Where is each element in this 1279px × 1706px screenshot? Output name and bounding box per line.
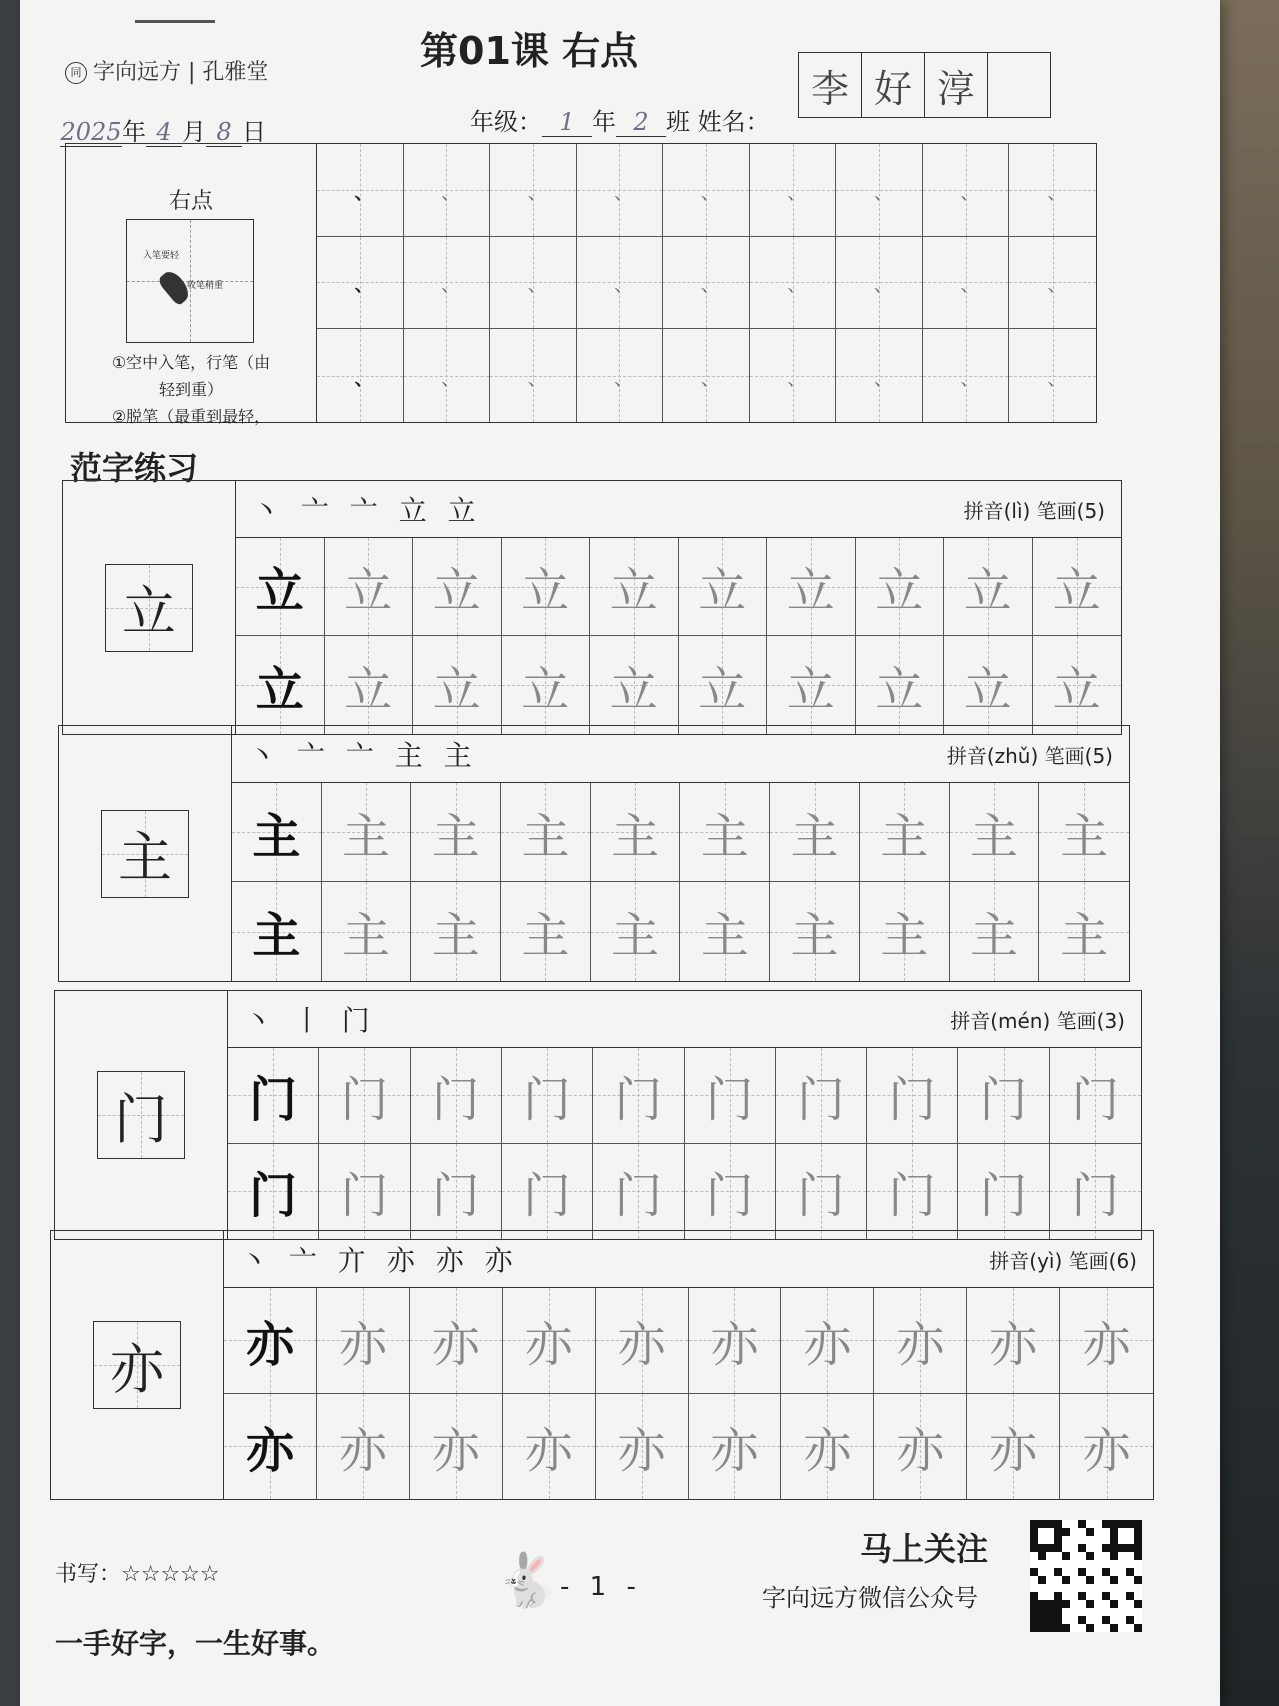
practice-cell: 立 <box>856 538 945 636</box>
character-info <box>224 1231 1153 1288</box>
right-dot-notes: ①空中入笔，行笔（由 轻到重） ②脱笔（最重到最轻， <box>111 353 271 426</box>
practice-cell: 门 <box>228 1144 319 1240</box>
worksheet-page <box>20 0 1220 1706</box>
practice-cell: 亦 <box>874 1288 967 1394</box>
name-char-2: 好 <box>862 53 925 117</box>
practice-cell: 门 <box>593 1144 684 1240</box>
date-line: 2025年 4 月 8 日 <box>60 118 266 146</box>
practice-cell: 主 <box>591 882 681 981</box>
practice-cell: 、 <box>490 237 577 330</box>
practice-cell: 、 <box>923 237 1010 330</box>
practice-cell: 、 <box>836 237 923 330</box>
practice-cell: 门 <box>776 1048 867 1144</box>
practice-cell: 主 <box>501 783 591 882</box>
practice-cell: 门 <box>319 1144 410 1240</box>
follow-subtitle: 字向远方微信公众号 <box>762 1584 978 1612</box>
practice-cell: 、 <box>577 329 664 422</box>
practice-cell: 主 <box>770 783 860 882</box>
practice-cell: 、 <box>923 144 1010 237</box>
practice-cell: 门 <box>593 1048 684 1144</box>
top-rule <box>135 20 215 23</box>
practice-cell: 主 <box>232 783 322 882</box>
practice-cell: 门 <box>411 1048 502 1144</box>
practice-grid <box>232 783 1129 981</box>
pinyin-strokes: 拼音(lì) 笔画(5) <box>963 498 1105 523</box>
practice-cell: 亦 <box>967 1394 1060 1500</box>
character-block <box>58 725 1130 982</box>
grade-value: 1 <box>542 108 592 137</box>
practice-cell: 亦 <box>781 1288 874 1394</box>
practice-cell: 门 <box>685 1144 776 1240</box>
practice-cell: 门 <box>958 1144 1049 1240</box>
date-month: 4 <box>146 118 182 147</box>
practice-cell: 亦 <box>224 1288 317 1394</box>
rabbit-icon: 🐇 <box>495 1551 560 1611</box>
practice-cell: 主 <box>860 783 950 882</box>
practice-cell: 立 <box>856 636 945 734</box>
practice-cell: 亦 <box>503 1288 596 1394</box>
practice-cell: 、 <box>317 237 404 330</box>
date-day: 8 <box>206 118 242 147</box>
practice-cell: 立 <box>236 636 325 734</box>
practice-cell: 主 <box>950 783 1040 882</box>
practice-cell: 门 <box>1050 1048 1141 1144</box>
practice-cell: 立 <box>413 636 502 734</box>
practice-cell: 、 <box>404 237 491 330</box>
practice-cell: 主 <box>860 882 950 981</box>
name-boxes <box>798 52 1051 118</box>
practice-cell: 亦 <box>781 1394 874 1500</box>
section-title: 范字练习 <box>70 449 199 487</box>
practice-cell: 、 <box>750 329 837 422</box>
pinyin-strokes: 拼音(zhǔ) 笔画(5) <box>946 743 1113 768</box>
practice-cell: 、 <box>1009 237 1096 330</box>
writing-rating: 书写：☆☆☆☆☆ <box>55 1562 220 1587</box>
practice-cell: 主 <box>1039 882 1129 981</box>
character-info <box>228 991 1141 1048</box>
brand-logo: 同 字向远方 | 孔雅堂 <box>65 55 268 86</box>
practice-cell: 亦 <box>317 1288 410 1394</box>
practice-cell: 、 <box>836 144 923 237</box>
practice-cell: 亦 <box>596 1394 689 1500</box>
practice-cell: 门 <box>958 1048 1049 1144</box>
character-block <box>50 1230 1154 1500</box>
practice-cell: 、 <box>317 329 404 422</box>
pinyin-strokes: 拼音(mén) 笔画(3) <box>950 1008 1125 1033</box>
practice-cell: 亦 <box>1060 1288 1153 1394</box>
practice-cell: 亦 <box>503 1394 596 1500</box>
practice-cell: 亦 <box>967 1288 1060 1394</box>
name-char-4 <box>988 53 1050 117</box>
date-year: 2025 <box>60 118 122 146</box>
pinyin-strokes: 拼音(yì) 笔画(6) <box>989 1248 1137 1273</box>
practice-grid <box>224 1288 1153 1499</box>
grade-line: 年级： 1 年 2 班 姓名： <box>470 108 770 136</box>
practice-cell: 、 <box>923 329 1010 422</box>
practice-cell: 门 <box>228 1048 319 1144</box>
practice-cell: 、 <box>404 329 491 422</box>
stroke-order: 丶 丨 门 <box>244 1004 376 1037</box>
practice-cell: 、 <box>577 237 664 330</box>
character-block <box>54 990 1142 1240</box>
motto: 一手好字，一生好事。 <box>55 1627 336 1660</box>
practice-cell: 亦 <box>224 1394 317 1500</box>
practice-cell: 立 <box>1033 538 1122 636</box>
practice-cell: 立 <box>502 538 591 636</box>
practice-cell: 立 <box>944 636 1033 734</box>
practice-cell: 亦 <box>317 1394 410 1500</box>
practice-cell: 立 <box>325 636 414 734</box>
practice-cell: 主 <box>411 783 501 882</box>
practice-cell: 、 <box>577 144 664 237</box>
practice-cell: 立 <box>325 538 414 636</box>
practice-cell: 门 <box>1050 1144 1141 1240</box>
practice-cell: 门 <box>867 1144 958 1240</box>
model-character: 立 <box>63 481 236 734</box>
character-info <box>236 481 1121 538</box>
practice-cell: 立 <box>679 538 768 636</box>
practice-cell: 立 <box>767 538 856 636</box>
stroke-order: 丶 亠 亠 立 立 <box>252 494 482 527</box>
right-dot-heading: 右点 <box>168 189 213 214</box>
practice-cell: 、 <box>490 329 577 422</box>
practice-cell: 主 <box>232 882 322 981</box>
page-title: 第01课 右点 <box>420 29 639 73</box>
practice-cell: 立 <box>679 636 768 734</box>
practice-cell: 、 <box>404 144 491 237</box>
stroke-order: 丶 亠 亠 主 主 <box>248 739 478 772</box>
practice-cell: 立 <box>767 636 856 734</box>
qr-code-icon[interactable] <box>1030 1520 1142 1632</box>
page-number: - 1 - <box>560 1572 642 1602</box>
practice-cell: 门 <box>411 1144 502 1240</box>
practice-cell: 亦 <box>410 1394 503 1500</box>
model-character: 亦 <box>51 1231 224 1499</box>
practice-cell: 门 <box>685 1048 776 1144</box>
practice-cell: 主 <box>770 882 860 981</box>
practice-cell: 亦 <box>410 1288 503 1394</box>
practice-cell: 、 <box>663 329 750 422</box>
practice-cell: 、 <box>317 144 404 237</box>
right-dot-practice-grid <box>317 144 1096 422</box>
practice-cell: 主 <box>680 882 770 981</box>
practice-cell: 、 <box>663 144 750 237</box>
practice-cell: 主 <box>591 783 681 882</box>
class-value: 2 <box>616 108 666 137</box>
practice-cell: 立 <box>413 538 502 636</box>
practice-cell: 主 <box>322 783 412 882</box>
practice-cell: 立 <box>590 636 679 734</box>
practice-cell: 、 <box>663 237 750 330</box>
practice-cell: 立 <box>236 538 325 636</box>
right-dot-demo: 入笔要轻 收笔稍重 <box>126 219 254 343</box>
practice-cell: 门 <box>867 1048 958 1144</box>
character-block <box>62 480 1122 735</box>
practice-cell: 立 <box>502 636 591 734</box>
stroke-order: 丶 亠 亣 亦 亦 亦 <box>240 1244 519 1277</box>
practice-cell: 立 <box>590 538 679 636</box>
practice-cell: 、 <box>490 144 577 237</box>
practice-cell: 主 <box>950 882 1040 981</box>
model-character: 主 <box>59 726 232 981</box>
follow-heading: 马上关注 <box>860 1530 989 1568</box>
practice-cell: 立 <box>944 538 1033 636</box>
practice-cell: 主 <box>501 882 591 981</box>
model-character: 门 <box>55 991 228 1239</box>
practice-cell: 、 <box>750 144 837 237</box>
right-dot-section <box>65 143 1097 426</box>
practice-cell: 主 <box>322 882 412 981</box>
practice-cell: 、 <box>836 329 923 422</box>
practice-cell: 、 <box>750 237 837 330</box>
practice-cell: 、 <box>1009 144 1096 237</box>
right-dot-guide <box>66 144 317 426</box>
practice-cell: 亦 <box>596 1288 689 1394</box>
name-char-3: 淳 <box>925 53 988 117</box>
practice-cell: 主 <box>411 882 501 981</box>
practice-cell: 主 <box>680 783 770 882</box>
practice-grid <box>228 1048 1141 1239</box>
practice-cell: 门 <box>776 1144 867 1240</box>
practice-cell: 立 <box>1033 636 1122 734</box>
practice-cell: 亦 <box>689 1394 782 1500</box>
character-info <box>232 726 1129 783</box>
practice-cell: 、 <box>1009 329 1096 422</box>
practice-cell: 亦 <box>1060 1394 1153 1500</box>
practice-cell: 主 <box>1039 783 1129 882</box>
practice-cell: 门 <box>502 1144 593 1240</box>
practice-cell: 门 <box>502 1048 593 1144</box>
practice-cell: 亦 <box>689 1288 782 1394</box>
name-char-1: 李 <box>799 53 862 117</box>
practice-cell: 亦 <box>874 1394 967 1500</box>
practice-grid <box>236 538 1121 734</box>
practice-cell: 门 <box>319 1048 410 1144</box>
